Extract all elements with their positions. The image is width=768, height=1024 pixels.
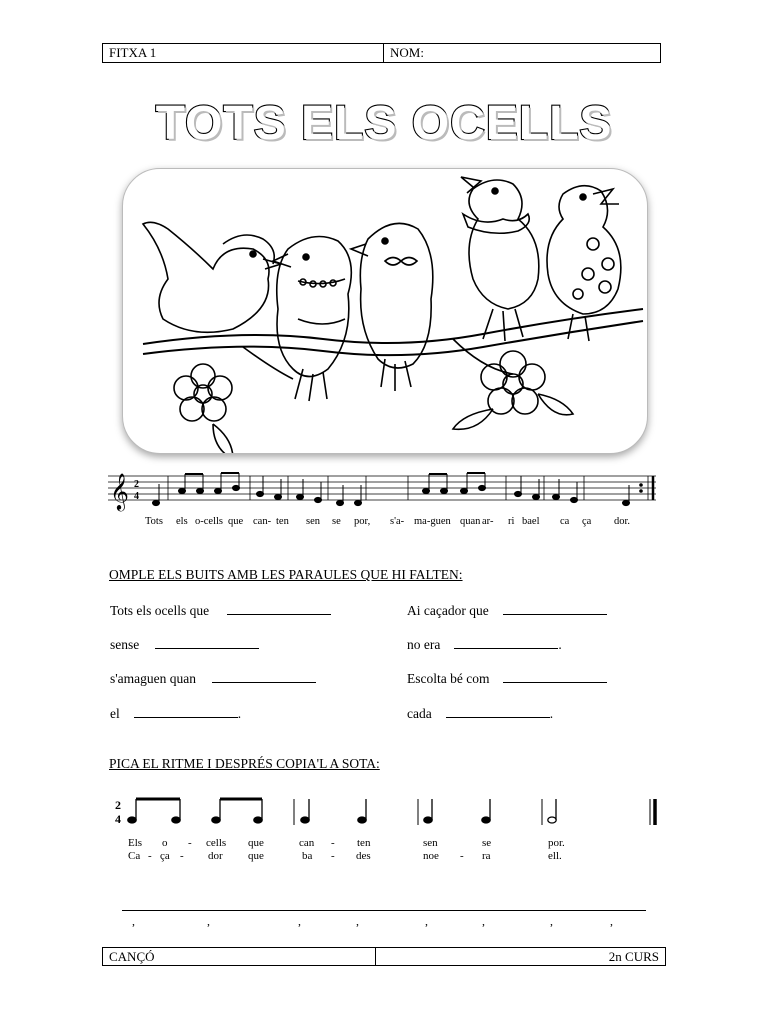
blank-field[interactable] — [155, 636, 259, 649]
svg-text:,: , — [610, 914, 613, 928]
lyric-10: ma-guen — [414, 516, 451, 527]
bird-3 — [351, 223, 433, 391]
fill-line-right-4: cada . — [407, 706, 554, 721]
birds-illustration — [122, 168, 648, 454]
lyric-14: bael — [522, 516, 540, 527]
lyric-syllable: - — [188, 837, 192, 849]
lyric-6: sen — [306, 516, 320, 527]
svg-text:,: , — [356, 914, 359, 928]
fill-text: no era — [407, 637, 441, 652]
lyric-syllable: o — [162, 837, 168, 849]
lyric-syllable: por. — [548, 837, 565, 849]
lyric-syllable: - — [148, 850, 152, 862]
lyric-syllable: se — [482, 837, 492, 849]
melody-score — [108, 468, 660, 534]
nom-field[interactable]: NOM: — [390, 45, 424, 60]
rhythm-score — [112, 795, 662, 831]
lyric-syllable: que — [248, 850, 264, 862]
footer-right: 2n CURS — [608, 949, 659, 964]
footer-box — [102, 947, 666, 966]
answer-line-marks — [122, 912, 646, 930]
lyric-syllable: - — [460, 850, 464, 862]
blank-field[interactable] — [446, 705, 550, 718]
lyric-3: que — [228, 516, 244, 527]
time-sig-bottom: 4 — [115, 812, 121, 826]
lyric-7: se — [332, 516, 341, 527]
fill-line-left-2 — [110, 636, 259, 653]
lyric-1: els — [176, 516, 188, 527]
treble-clef-icon: 𝄞 — [110, 472, 129, 510]
lyric-13: ri — [508, 516, 515, 527]
svg-text:4: 4 — [134, 491, 139, 502]
lyric-12: ar- — [482, 516, 494, 527]
fitxa-label: FITXA 1 — [103, 44, 384, 62]
answer-line[interactable] — [122, 910, 646, 911]
blank-field[interactable] — [212, 670, 316, 683]
fill-text: sense — [110, 637, 140, 652]
lyric-syllable: Ca — [128, 850, 141, 862]
svg-text:2: 2 — [134, 479, 139, 490]
lyric-syllable: Els — [128, 837, 143, 849]
bird-2 — [273, 237, 351, 402]
blank-field[interactable] — [227, 602, 331, 615]
lyric-15: ca — [560, 516, 570, 527]
lyric-16: ça — [582, 516, 592, 527]
bird-1 — [143, 222, 281, 332]
svg-text:,: , — [425, 914, 428, 928]
lyric-syllable: que — [248, 837, 264, 849]
fill-line-left-3 — [110, 670, 316, 687]
lyric-syllable: - — [331, 850, 335, 862]
svg-text:,: , — [298, 914, 301, 928]
lyric-syllable: sen — [423, 837, 438, 849]
flower-right — [453, 351, 573, 429]
fill-text: el — [110, 706, 120, 721]
lyric-syllable: - — [331, 837, 335, 849]
fill-text: Tots els ocells que — [110, 603, 210, 618]
fill-line-right-1 — [407, 602, 607, 619]
blank-field[interactable] — [503, 670, 607, 683]
exercise1-heading: OMPLE ELS BUITS AMB LES PARAULES QUE HI FALTEN: — [109, 567, 463, 582]
time-sig-top: 2 — [115, 798, 121, 812]
fill-line-right-2: no era . — [407, 637, 562, 652]
lyric-syllable: ça — [160, 850, 170, 862]
svg-text:,: , — [207, 914, 210, 928]
lyric-syllable: ra — [482, 850, 491, 862]
lyric-syllable: noe — [423, 850, 439, 862]
lyric-5: ten — [276, 516, 289, 527]
lyric-syllable: ell. — [548, 850, 562, 862]
fill-line-left-4: el . — [110, 706, 242, 721]
blank-field[interactable] — [503, 602, 607, 615]
fill-text: Ai caçador que — [407, 603, 489, 618]
fill-text: Escolta bé com — [407, 671, 490, 686]
svg-text:,: , — [550, 914, 553, 928]
svg-text:,: , — [132, 914, 135, 928]
page-title: TOTS ELS OCELLS — [155, 97, 613, 150]
exercise2-heading: PICA EL RITME I DESPRÉS COPIA'L A SOTA: — [109, 756, 380, 771]
lyric-17: dor. — [614, 516, 631, 527]
lyric-2: o-cells — [195, 516, 223, 527]
blank-field[interactable] — [134, 705, 238, 718]
fill-text: cada — [407, 706, 432, 721]
lyric-0: Tots — [145, 516, 163, 527]
lyric-syllable: - — [180, 850, 184, 862]
footer-left: CANÇÓ — [103, 948, 376, 965]
lyric-syllable: des — [356, 850, 371, 862]
lyric-syllable: can — [299, 837, 315, 849]
blank-field[interactable] — [454, 636, 558, 649]
fill-line-right-3 — [407, 670, 607, 687]
lyric-9: s'a- — [390, 516, 405, 527]
bird-4 — [461, 177, 539, 341]
flower-left — [174, 364, 233, 453]
lyric-8: por, — [354, 516, 371, 527]
lyric-syllable: ten — [357, 837, 371, 849]
lyric-syllable: dor — [208, 850, 223, 862]
lyric-syllable: ba — [302, 850, 313, 862]
lyric-4: can- — [253, 516, 272, 527]
lyric-syllable: cells — [206, 837, 227, 849]
header-box — [102, 43, 661, 63]
lyric-11: quan — [460, 516, 481, 527]
svg-text:,: , — [482, 914, 485, 928]
fill-line-left-1 — [110, 602, 331, 619]
fill-text: s'amaguen quan — [110, 671, 197, 686]
